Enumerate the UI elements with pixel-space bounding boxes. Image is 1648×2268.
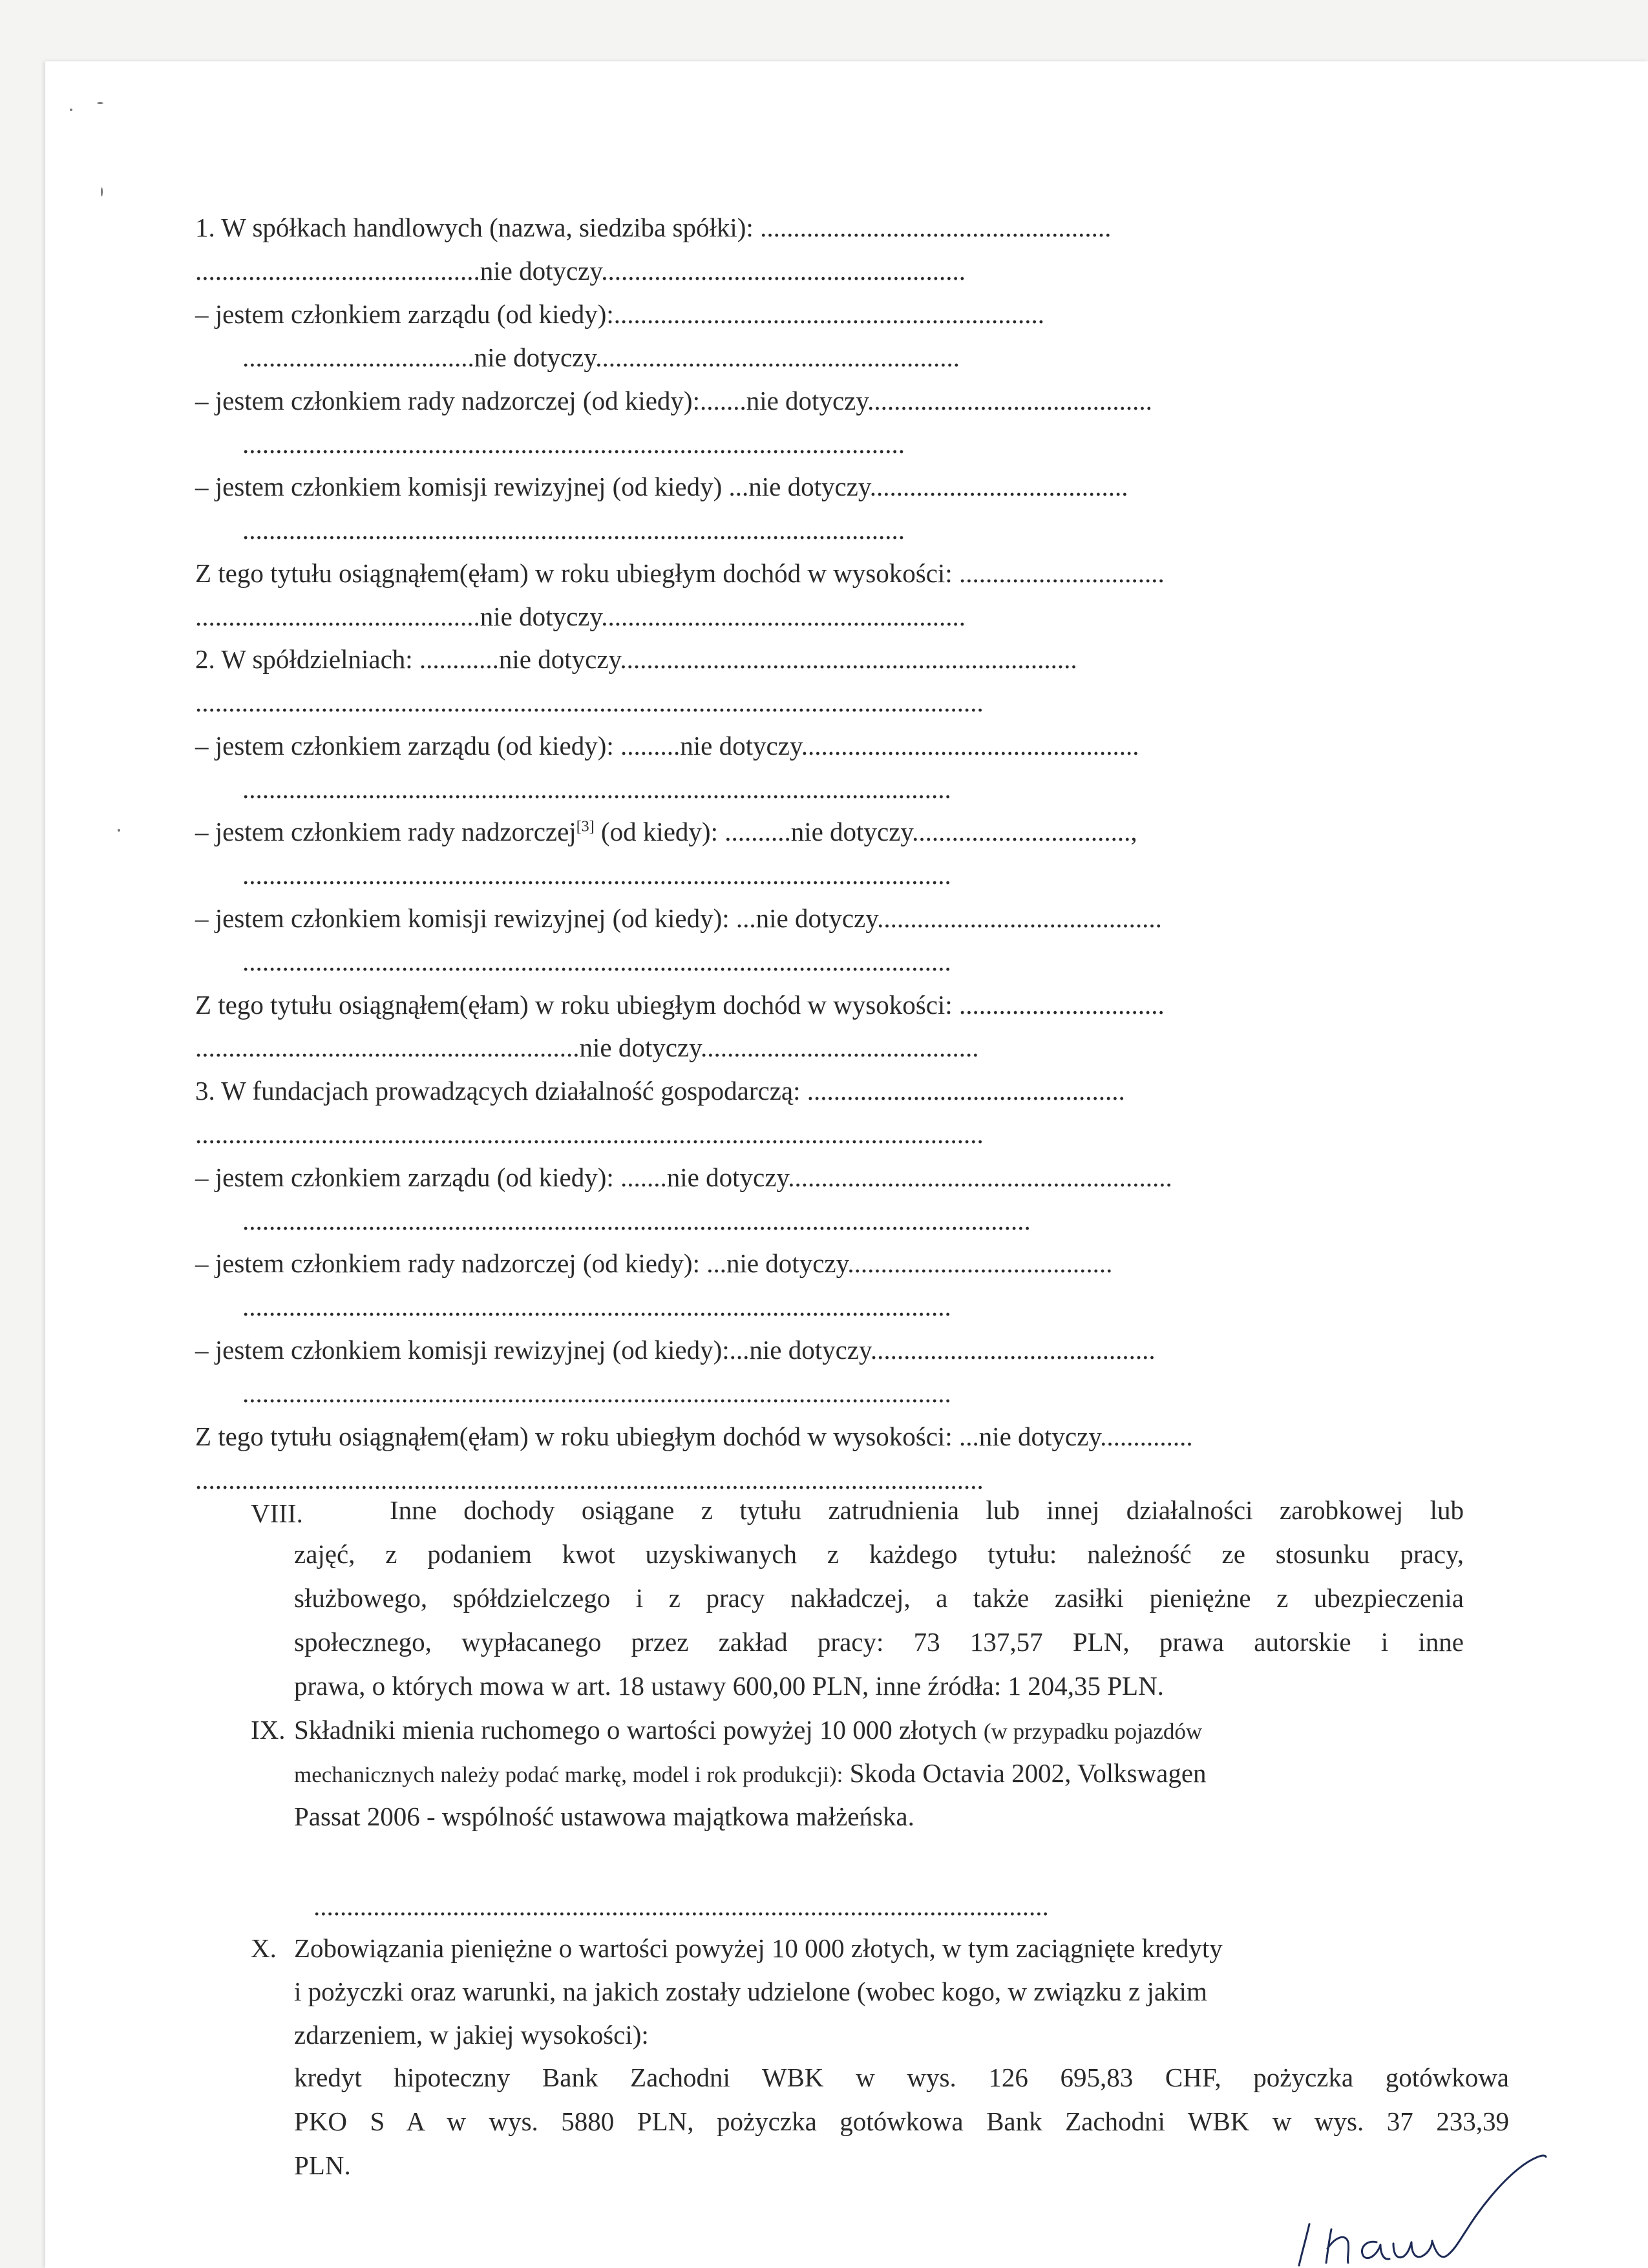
section-ix-value: Skoda Octavia 2002, Volkswagen xyxy=(849,1758,1207,1788)
section-x-detail-line: kredyt hipoteczny Bank Zachodni WBK w wys. 126 695,83 CHF, pożyczka gotówkowa xyxy=(294,2063,1509,2092)
dotted-line: ...........................................nie dotyczy....................................................... xyxy=(195,602,966,631)
section-viii-line: służbowego, spółdzielczego i z pracy nakładczej, a także zasiłki pieniężne z ubezpieczenia xyxy=(294,1583,1464,1613)
dotted-line: ....................................................................................................................... xyxy=(195,1119,984,1149)
dotted-line: ....................................................................................................................... xyxy=(195,688,984,717)
scan-speck xyxy=(97,102,103,104)
management-board-item: – jestem członkiem zarządu (od kiedy): .........nie dotyczy................................................... xyxy=(195,731,1139,761)
dotted-line: ............................................................................................................... xyxy=(313,1891,1049,1921)
footnote-marker: [3] xyxy=(576,818,595,835)
dotted-line: ........................................................................................................... xyxy=(242,1292,951,1321)
dotted-line: .................................................................................................... xyxy=(242,429,905,459)
section-ix-line xyxy=(294,1717,1202,1743)
audit-committee-item: – jestem członkiem komisji rewizyjnej (od kiedy): ...nie dotyczy........................................... xyxy=(195,903,1162,933)
income-statement: Z tego tytułu osiągnąłem(ęłam) w roku ubiegłym dochód w wysokości: ............................... xyxy=(195,558,1165,588)
section-ix-note: (w przypadku pojazdów xyxy=(983,1719,1203,1744)
dotted-line: ........................................................................................................... xyxy=(242,774,951,804)
foundations-heading: 3. W fundacjach prowadzących działalność gospodarczą: ................................................ xyxy=(195,1076,1125,1106)
dotted-line: ....................................................................................................................... xyxy=(242,1206,1031,1235)
section-ix-note: mechanicznych należy podać markę, model i rok produkcji): xyxy=(294,1762,843,1787)
section-ix-label: IX. xyxy=(251,1715,286,1745)
supervisory-board-item: – jestem członkiem rady nadzorczej (od kiedy):.......nie dotyczy........................................... xyxy=(195,386,1152,415)
supervisory-board-value: (od kiedy): ..........nie dotyczy................................., xyxy=(594,817,1137,846)
dotted-line: ........................................................................................................... xyxy=(242,860,951,890)
income-statement: Z tego tytułu osiągnąłem(ęłam) w roku ubiegłym dochód w wysokości: ............................... xyxy=(195,990,1165,1020)
scan-speck xyxy=(118,829,120,832)
dotted-line: ........................................................................................................... xyxy=(242,947,951,976)
scan-speck xyxy=(101,187,103,196)
section-viii-line: społecznego, wypłacanego przez zakład pracy: 73 137,57 PLN, prawa autorskie i inne xyxy=(294,1627,1464,1657)
management-board-item: – jestem członkiem zarządu (od kiedy): .......nie dotyczy.......................................................... xyxy=(195,1162,1172,1192)
section-viii-line: Inne dochody osiągane z tytułu zatrudnienia lub innej działalności zarobkowej lub xyxy=(390,1495,1464,1525)
section-ix-line: Passat 2006 - wspólność ustawowa majątkowa małżeńska. xyxy=(294,1801,914,1831)
dotted-line: ...........................................nie dotyczy....................................................... xyxy=(195,256,966,286)
section-x-line: i pożyczki oraz warunki, na jakich zostały udzielone (wobec kogo, w związku z jakim xyxy=(294,1977,1207,2006)
dotted-line: ...................................nie dotyczy....................................................... xyxy=(242,342,960,372)
section-viii-body xyxy=(294,1488,1464,1708)
dotted-line: ..........................................................nie dotyczy.......................................... xyxy=(195,1033,979,1062)
scan-speck xyxy=(70,109,72,111)
section-viii-line: zajęć, z podaniem kwot uzyskiwanych z każdego tytułu: należność ze stosunku pracy, xyxy=(294,1539,1464,1569)
income-statement: Z tego tytułu osiągnąłem(ęłam) w roku ubiegłym dochód w wysokości: ...nie dotyczy.............. xyxy=(195,1422,1193,1451)
section-x-line: zdarzeniem, w jakiej wysokości): xyxy=(294,2020,649,2050)
section-ix-text: Składniki mienia ruchomego o wartości powyżej 10 000 złotych xyxy=(294,1715,977,1745)
section-ix-line xyxy=(294,1760,1207,1787)
supervisory-board-item xyxy=(195,819,1137,845)
section-x-label: X. xyxy=(251,1933,277,1963)
signature-image xyxy=(1286,2145,1590,2268)
section-viii-label: VIII. xyxy=(251,1498,303,1528)
audit-committee-item: – jestem członkiem komisji rewizyjnej (od kiedy) ...nie dotyczy....................................... xyxy=(195,472,1128,501)
companies-heading: 1. W spółkach handlowych (nazwa, siedziba spółki): ..................................................... xyxy=(195,213,1112,242)
dotted-line: ....................................................................................................................... xyxy=(195,1465,984,1495)
supervisory-board-text: – jestem członkiem rady nadzorczej xyxy=(195,817,576,846)
dotted-line: ........................................................................................................... xyxy=(242,1378,951,1408)
supervisory-board-item: – jestem członkiem rady nadzorczej (od kiedy): ...nie dotyczy........................................ xyxy=(195,1248,1113,1278)
cooperatives-heading: 2. W spółdzielniach: ............nie dotyczy..................................................................... xyxy=(195,644,1077,674)
audit-committee-item: – jestem członkiem komisji rewizyjnej (od kiedy):...nie dotyczy........................................... xyxy=(195,1335,1156,1365)
section-viii-line: prawa, o których mowa w art. 18 ustawy 600,00 PLN, inne źródła: 1 204,35 PLN. xyxy=(294,1671,1164,1701)
section-x-detail-line: PLN. xyxy=(294,2150,351,2180)
section-x-line: Zobowiązania pieniężne o wartości powyżej 10 000 złotych, w tym zaciągnięte kredyty xyxy=(294,1933,1223,1963)
dotted-line: .................................................................................................... xyxy=(242,515,905,545)
management-board-item: – jestem członkiem zarządu (od kiedy):................................................................. xyxy=(195,299,1045,329)
section-x-detail-line: PKO S A w wys. 5880 PLN, pożyczka gotówkowa Bank Zachodni WBK w wys. 37 233,39 xyxy=(294,2106,1509,2136)
